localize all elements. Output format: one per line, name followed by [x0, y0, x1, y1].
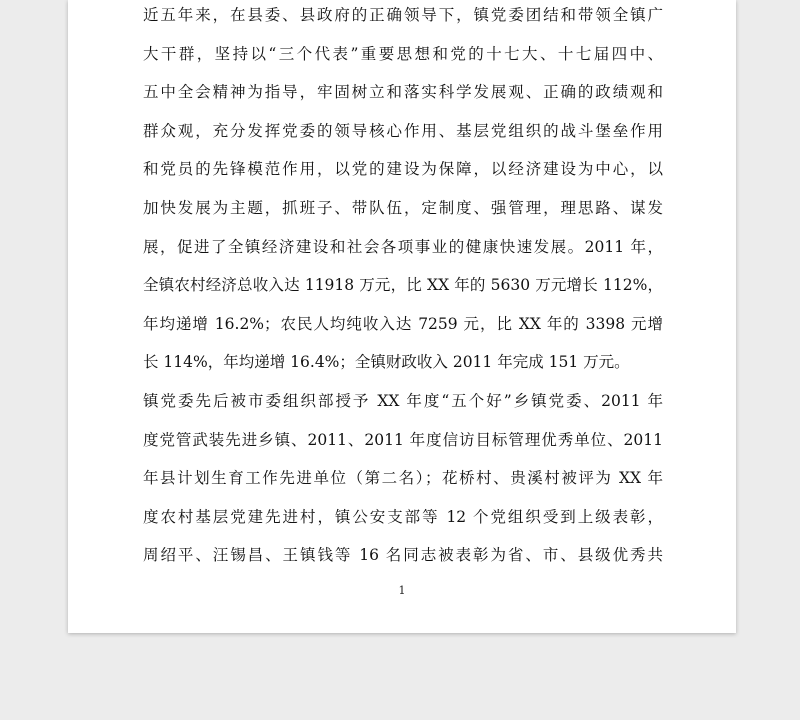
- text-line: 五中全会精神为指导，牢固树立和落实科学发展观、正确的政绩观和: [143, 83, 663, 102]
- text-line: 和党员的先锋模范作用，以党的建设为保障，以经济建设为中心，以: [143, 160, 663, 179]
- text-line: 加快发展为主题，抓班子、带队伍，定制度、强管理，理思路、谋发: [143, 198, 663, 217]
- text-line: 长 114%，年均递增 16.4%；全镇财政收入 2011 年完成 151 万元。: [143, 353, 630, 372]
- text-line: 年均递增 16.2%；农民人均纯收入达 7259 元，比 XX 年的 3398 元增: [143, 314, 663, 333]
- text-line: 镇党委先后被市委组织部授予 XX 年度“五个好”乡镇党委、2011 年: [143, 391, 663, 410]
- text-line: 展，促进了全镇经济建设和社会各项事业的健康快速发展。2011 年，: [143, 237, 663, 256]
- text-line: 全镇农村经济总收入达 11918 万元，比 XX 年的 5630 万元增长 112%，: [143, 276, 663, 295]
- document-page: [68, 0, 736, 633]
- text-line: 群众观，充分发挥党委的领导核心作用、基层党组织的战斗堡垒作用: [143, 121, 663, 140]
- text-line: 度党管武装先进乡镇、2011、2011 年度信访目标管理优秀单位、2011: [143, 430, 663, 449]
- text-line: 年县计划生育工作先进单位（第二名）；花桥村、贵溪村被评为 XX 年: [143, 469, 663, 488]
- page-number: 1: [398, 584, 406, 597]
- text-line: 度农村基层党建先进村，镇公安支部等 12 个党组织受到上级表彰，: [143, 507, 663, 526]
- text-line: 近五年来，在县委、县政府的正确领导下，镇党委团结和带领全镇广: [143, 6, 663, 24]
- document-body: [143, 0, 663, 575]
- paragraph-2: [143, 382, 663, 575]
- paragraph-1: [143, 0, 663, 382]
- text-line: 周绍平、汪锡昌、王镇钱等 16 名同志被表彰为省、市、县级优秀共: [143, 546, 663, 565]
- text-line: 大干群，坚持以“三个代表”重要思想和党的十七大、十七届四中、: [143, 44, 663, 63]
